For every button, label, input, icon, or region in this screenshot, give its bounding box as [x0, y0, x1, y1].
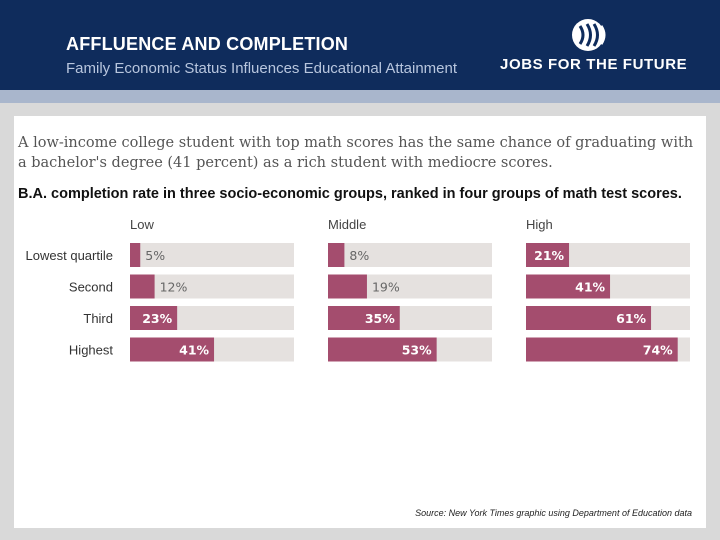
- data-label: 74%: [642, 342, 673, 358]
- bar: [328, 243, 344, 267]
- bar: [328, 275, 367, 299]
- chart-title: B.A. completion rate in three socio-economic groups, ranked in four groups of math test scores.: [18, 186, 682, 202]
- page-subtitle: Family Economic Status Influences Educational Attainment: [66, 60, 458, 77]
- row-label: Highest: [68, 342, 113, 358]
- row-label: Lowest quartile: [25, 248, 113, 263]
- data-label: 19%: [371, 279, 400, 295]
- logo-text: JOBS FOR THE FUTURE: [500, 56, 688, 73]
- data-label: 41%: [575, 279, 606, 295]
- row-label: Second: [68, 279, 113, 295]
- source-note: Source: New York Times graphic using Department of Education data: [415, 508, 692, 518]
- header-stripe: [0, 90, 720, 103]
- chart: [0, 205, 720, 375]
- data-label: 8%: [349, 248, 370, 263]
- page-title: AFFLUENCE AND COMPLETION: [66, 34, 349, 54]
- data-label: 5%: [145, 248, 166, 263]
- data-label: 61%: [616, 311, 647, 326]
- panel-label-middle: Middle: [328, 217, 367, 232]
- jff-logo-icon: [570, 16, 614, 54]
- data-label: 53%: [401, 342, 432, 358]
- panel-label-high: High: [526, 217, 553, 232]
- row-label: Third: [83, 311, 113, 326]
- data-label: 35%: [364, 311, 395, 326]
- data-label: 41%: [179, 342, 210, 358]
- data-label: 23%: [142, 311, 173, 326]
- intro-text: A low-income college student with top math scores has the same chance of graduating with a bachelor's degree (41 percent) as a rich student with mediocre scores.: [18, 135, 694, 171]
- panel-label-low: Low: [130, 217, 154, 232]
- bar: [130, 243, 140, 267]
- data-label: 12%: [159, 279, 188, 295]
- data-label: 21%: [534, 248, 565, 263]
- bar: [130, 275, 155, 299]
